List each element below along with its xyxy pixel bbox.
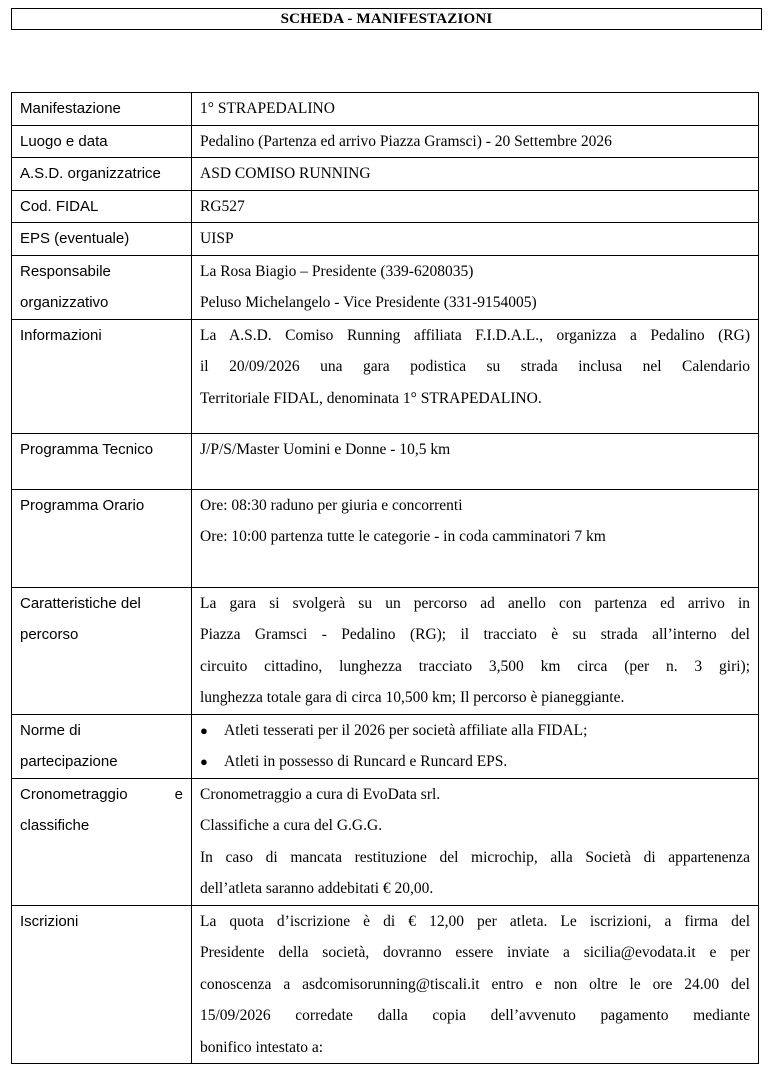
row-label <box>12 714 192 778</box>
value-line: Territoriale FIDAL, denominata 1° STRAPEDALINO. <box>200 389 542 407</box>
value-line: Cronometraggio a cura di EvoData srl. <box>200 785 441 803</box>
row-value <box>192 905 759 1064</box>
value-line: Ore: 08:30 raduno per giuria e concorrenti <box>200 496 463 514</box>
row-value: RG527 <box>192 190 759 223</box>
table-row <box>12 93 759 126</box>
row-value <box>192 778 759 905</box>
row-value: J/P/S/Master Uomini e Donne - 10,5 km <box>192 433 759 489</box>
row-value: UISP <box>192 223 759 256</box>
row-label: Programma Tecnico <box>12 433 192 489</box>
row-label: EPS (eventuale) <box>12 223 192 256</box>
row-label: Programma Orario <box>12 489 192 587</box>
value-line: conoscenza a asdcomisorunning@tiscali.it entro e non oltre le ore 24.00 del <box>200 975 750 993</box>
row-value <box>192 319 759 433</box>
table-row <box>12 158 759 191</box>
row-value: 1° STRAPEDALINO <box>192 93 759 126</box>
value-line: Peluso Michelangelo - Vice Presidente (331-9154005) <box>200 294 537 311</box>
value-line: In caso di mancata restituzione del microchip, alla Società di appartenenza <box>200 848 750 866</box>
row-label <box>12 778 192 905</box>
row-label: Iscrizioni <box>12 905 192 1064</box>
table-row <box>12 223 759 256</box>
row-value <box>192 714 759 778</box>
label-line: organizzativo <box>20 294 109 311</box>
table-row <box>12 319 759 433</box>
value-line: Classifiche a cura del G.G.G. <box>200 817 383 834</box>
value-line: Presidente della società, dovranno essere inviate a sicilia@evodata.it e per <box>200 944 750 961</box>
table-row <box>12 190 759 223</box>
row-label: Informazioni <box>12 319 192 433</box>
value-line: dell’atleta saranno addebitati € 20,00. <box>200 880 434 897</box>
label-word: Cronometraggio <box>20 785 128 803</box>
row-label: Manifestazione <box>12 93 192 126</box>
row-label: Cod. FIDAL <box>12 190 192 223</box>
row-value <box>192 489 759 587</box>
value-line: il 20/09/2026 una gara podistica su strada inclusa nel Calendario <box>200 358 750 375</box>
value-line: circuito cittadino, lunghezza tracciato 3,500 km circa (per n. 3 giri); <box>200 657 750 675</box>
table-row <box>12 587 759 714</box>
value-line: La gara si svolgerà su un percorso ad anello con partenza ed arrivo in <box>200 594 750 612</box>
row-value <box>192 587 759 714</box>
table-row <box>12 778 759 905</box>
value-line: 15/09/2026 corredate dalla copia dell’avvenuto pagamento mediante <box>200 1007 750 1024</box>
table-row <box>12 714 759 778</box>
label-line: partecipazione <box>20 753 118 770</box>
bullet-list <box>200 715 750 778</box>
row-value: Pedalino (Partenza ed arrivo Piazza Gramsci) - 20 Settembre 2026 <box>192 125 759 158</box>
value-line: La quota d’iscrizione è di € 12,00 per atleta. Le iscrizioni, a firma del <box>200 912 750 930</box>
value-line: Ore: 10:00 partenza tutte le categorie - in coda camminatori 7 km <box>200 528 606 545</box>
label-line: classifiche <box>20 817 90 834</box>
table-row <box>12 125 759 158</box>
label-line: Responsabile <box>20 262 111 280</box>
value-line: Piazza Gramsci - Pedalino (RG); il tracciato è su strada all’interno del <box>200 626 750 643</box>
event-table <box>11 92 759 1064</box>
table-row <box>12 255 759 319</box>
row-label <box>12 255 192 319</box>
row-label: Luogo e data <box>12 125 192 158</box>
label-line: Norme di <box>20 721 81 739</box>
label-word: e <box>174 785 183 803</box>
table-row <box>12 489 759 587</box>
value-line: lunghezza totale gara di circa 10,500 km; Il percorso è pianeggiante. <box>200 689 625 706</box>
table-row <box>12 433 759 489</box>
row-value <box>192 255 759 319</box>
label-line: percorso <box>20 626 79 643</box>
row-value: ASD COMISO RUNNING <box>192 158 759 191</box>
list-item: ● Atleti in possesso di Runcard e Runcard EPS. <box>200 746 750 778</box>
row-label <box>12 587 192 714</box>
label-line: Caratteristiche del <box>20 594 141 612</box>
list-item: ● Atleti tesserati per il 2026 per società affiliate alla FIDAL; <box>200 715 750 747</box>
label-line <box>20 779 183 811</box>
value-line: La A.S.D. Comiso Running affiliata F.I.D.A.L., organizza a Pedalino (RG) <box>200 326 750 344</box>
document-title: SCHEDA - MANIFESTAZIONI <box>11 8 762 30</box>
value-line: La Rosa Biagio – Presidente (339-6208035) <box>200 262 474 280</box>
row-label: A.S.D. organizzatrice <box>12 158 192 191</box>
value-line: bonifico intestato a: <box>200 1038 324 1056</box>
table-row <box>12 905 759 1064</box>
